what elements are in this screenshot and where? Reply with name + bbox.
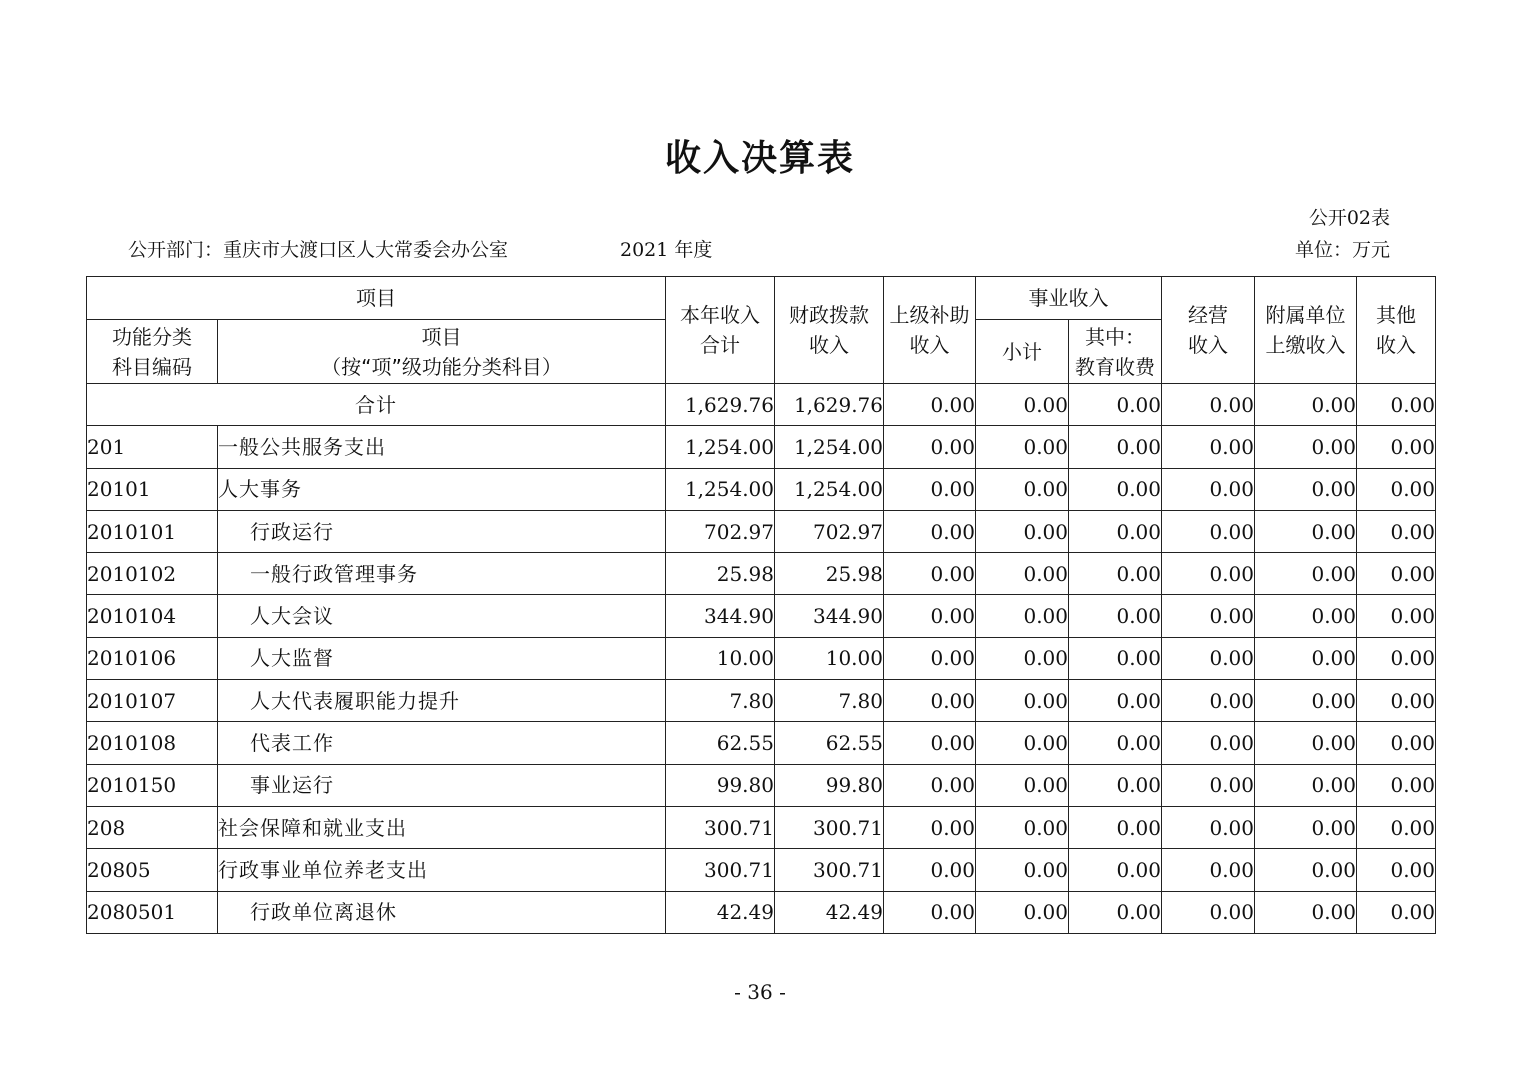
cell-value: 0.00: [976, 637, 1069, 679]
cell-value: 300.71: [775, 806, 884, 848]
subject-name: 代表工作: [218, 722, 666, 764]
cell-value: 0.00: [1069, 595, 1162, 637]
header-project-group: 项目: [87, 277, 666, 320]
subject-code: 2010104: [87, 595, 218, 637]
subject-code: 201: [87, 426, 218, 468]
cell-value: 0.00: [1162, 468, 1255, 510]
cell-value: 0.00: [1357, 891, 1436, 933]
cell-value: 0.00: [1357, 849, 1436, 891]
cell-value: 99.80: [775, 764, 884, 806]
cell-value: 0.00: [1357, 468, 1436, 510]
subject-name: 人大事务: [218, 468, 666, 510]
form-number: 公开02表: [1308, 207, 1390, 229]
cell-value: 702.97: [775, 510, 884, 552]
table-row: [87, 468, 1436, 510]
table-row: [87, 722, 1436, 764]
cell-value: 0.00: [1357, 510, 1436, 552]
cell-value: 0.00: [1255, 680, 1357, 722]
cell-value: 0.00: [1069, 510, 1162, 552]
cell-value: 62.55: [666, 722, 775, 764]
cell-value: 0.00: [1255, 806, 1357, 848]
cell-value: 0.00: [976, 849, 1069, 891]
total-value: 0.00: [884, 384, 976, 426]
header-subject-code: [87, 320, 218, 384]
cell-value: 0.00: [884, 806, 976, 848]
total-value: 1,629.76: [666, 384, 775, 426]
cell-value: 0.00: [884, 595, 976, 637]
subject-name: 行政运行: [218, 510, 666, 552]
subject-name: 一般公共服务支出: [218, 426, 666, 468]
cell-value: 0.00: [976, 595, 1069, 637]
cell-value: 62.55: [775, 722, 884, 764]
cell-value: 0.00: [1069, 553, 1162, 595]
subject-name: 人大会议: [218, 595, 666, 637]
total-value: 1,629.76: [775, 384, 884, 426]
cell-value: 0.00: [884, 849, 976, 891]
unit-label: 单位：万元: [1294, 239, 1390, 261]
total-label: 合计: [87, 384, 666, 426]
cell-value: 0.00: [1162, 722, 1255, 764]
header-superior-subsidy-label: 上级补助 收入: [889, 303, 970, 357]
cell-value: 0.00: [884, 722, 976, 764]
header-other-income: [1357, 277, 1436, 384]
cell-value: 0.00: [884, 468, 976, 510]
cell-value: 99.80: [666, 764, 775, 806]
cell-value: 0.00: [1357, 637, 1436, 679]
subject-name: 一般行政管理事务: [218, 553, 666, 595]
cell-value: 0.00: [1255, 510, 1357, 552]
header-superior-subsidy: [884, 277, 976, 384]
table-row: [87, 553, 1436, 595]
cell-value: 0.00: [1069, 468, 1162, 510]
subject-code: 20101: [87, 468, 218, 510]
cell-value: 0.00: [884, 553, 976, 595]
cell-value: 0.00: [1357, 722, 1436, 764]
subject-code: 20805: [87, 849, 218, 891]
cell-value: 0.00: [1162, 510, 1255, 552]
cell-value: 0.00: [976, 680, 1069, 722]
cell-value: 0.00: [1162, 680, 1255, 722]
header-operating-income: [1162, 277, 1255, 384]
total-value: 0.00: [1255, 384, 1357, 426]
cell-value: 0.00: [1069, 849, 1162, 891]
total-value: 0.00: [1162, 384, 1255, 426]
table-row: [87, 680, 1436, 722]
cell-value: 1,254.00: [775, 426, 884, 468]
header-business-income: 事业收入: [976, 277, 1162, 320]
cell-value: 0.00: [1255, 595, 1357, 637]
subject-code: 2010108: [87, 722, 218, 764]
cell-value: 42.49: [666, 891, 775, 933]
header-total-income-label: 本年收入 合计: [680, 303, 760, 357]
cell-value: 0.00: [1069, 680, 1162, 722]
cell-value: 0.00: [1255, 891, 1357, 933]
subject-name: 社会保障和就业支出: [218, 806, 666, 848]
cell-value: 0.00: [1162, 764, 1255, 806]
cell-value: 300.71: [666, 849, 775, 891]
cell-value: 0.00: [1069, 806, 1162, 848]
total-row: [87, 384, 1436, 426]
subject-code: 2010102: [87, 553, 218, 595]
table-row: [87, 595, 1436, 637]
department-label: 公开部门：重庆市大渡口区人大常委会办公室: [128, 239, 509, 261]
page-title: 收入决算表: [664, 138, 855, 179]
subject-code: 208: [87, 806, 218, 848]
subject-code: 2010107: [87, 680, 218, 722]
cell-value: 0.00: [976, 553, 1069, 595]
cell-value: 0.00: [976, 510, 1069, 552]
cell-value: 0.00: [1357, 553, 1436, 595]
cell-value: 300.71: [666, 806, 775, 848]
header-business-subtotal: 小计: [976, 320, 1069, 384]
header-affiliated-income: [1255, 277, 1357, 384]
table-row: [87, 764, 1436, 806]
cell-value: 0.00: [1255, 722, 1357, 764]
cell-value: 0.00: [884, 510, 976, 552]
cell-value: 1,254.00: [666, 426, 775, 468]
header-fiscal-income-label: 财政拨款 收入: [789, 303, 869, 357]
table-row: [87, 849, 1436, 891]
cell-value: 0.00: [976, 426, 1069, 468]
cell-value: 344.90: [775, 595, 884, 637]
header-subject-name: [218, 320, 666, 384]
total-value: 0.00: [1069, 384, 1162, 426]
cell-value: 0.00: [1069, 426, 1162, 468]
cell-value: 300.71: [775, 849, 884, 891]
subject-name: 行政事业单位养老支出: [218, 849, 666, 891]
cell-value: 0.00: [884, 680, 976, 722]
cell-value: 25.98: [775, 553, 884, 595]
cell-value: 0.00: [1162, 891, 1255, 933]
cell-value: 42.49: [775, 891, 884, 933]
cell-value: 0.00: [884, 426, 976, 468]
cell-value: 0.00: [1255, 849, 1357, 891]
cell-value: 0.00: [1162, 637, 1255, 679]
income-report-table: [86, 276, 1436, 934]
table-row: [87, 891, 1436, 933]
cell-value: 0.00: [884, 764, 976, 806]
cell-value: 0.00: [1255, 553, 1357, 595]
subject-name: 人大监督: [218, 637, 666, 679]
cell-value: 0.00: [1357, 806, 1436, 848]
cell-value: 1,254.00: [775, 468, 884, 510]
subject-code: 2010101: [87, 510, 218, 552]
cell-value: 0.00: [1162, 806, 1255, 848]
cell-value: 0.00: [976, 468, 1069, 510]
cell-value: 0.00: [1357, 680, 1436, 722]
cell-value: 0.00: [1255, 637, 1357, 679]
header-operating-income-label: 经营 收入: [1188, 303, 1228, 357]
header-education-fees-label: 其中： 教育收费: [1075, 324, 1155, 379]
total-value: 0.00: [976, 384, 1069, 426]
cell-value: 25.98: [666, 553, 775, 595]
subject-code: 2010106: [87, 637, 218, 679]
cell-value: 0.00: [1069, 764, 1162, 806]
page-number: - 36 -: [734, 980, 786, 1004]
cell-value: 0.00: [1357, 764, 1436, 806]
subject-code: 2080501: [87, 891, 218, 933]
header-education-fees: [1069, 320, 1162, 384]
cell-value: 0.00: [884, 637, 976, 679]
cell-value: 10.00: [666, 637, 775, 679]
cell-value: 0.00: [1255, 426, 1357, 468]
cell-value: 0.00: [1162, 426, 1255, 468]
cell-value: 0.00: [976, 722, 1069, 764]
table-row: [87, 806, 1436, 848]
cell-value: 0.00: [976, 764, 1069, 806]
subject-name: 事业运行: [218, 764, 666, 806]
cell-value: 344.90: [666, 595, 775, 637]
header-subject-name-label: 项目 （按“项”级功能分类科目）: [321, 324, 562, 379]
cell-value: 0.00: [976, 891, 1069, 933]
header-affiliated-income-label: 附属单位 上缴收入: [1265, 303, 1346, 357]
table-row: [87, 510, 1436, 552]
total-value: 0.00: [1357, 384, 1436, 426]
subject-code: 2010150: [87, 764, 218, 806]
header-subject-code-label: 功能分类 科目编码: [112, 324, 192, 379]
cell-value: 1,254.00: [666, 468, 775, 510]
cell-value: 0.00: [1162, 849, 1255, 891]
cell-value: 0.00: [1255, 764, 1357, 806]
subject-name: 人大代表履职能力提升: [218, 680, 666, 722]
cell-value: 7.80: [775, 680, 884, 722]
fiscal-year: 2021 年度: [620, 239, 713, 261]
cell-value: 0.00: [976, 806, 1069, 848]
cell-value: 0.00: [1357, 595, 1436, 637]
header-other-income-label: 其他 收入: [1376, 303, 1416, 357]
cell-value: 0.00: [1069, 891, 1162, 933]
cell-value: 702.97: [666, 510, 775, 552]
cell-value: 0.00: [1069, 722, 1162, 764]
header-total-income: [666, 277, 775, 384]
cell-value: 0.00: [1069, 637, 1162, 679]
cell-value: 10.00: [775, 637, 884, 679]
cell-value: 0.00: [1357, 426, 1436, 468]
cell-value: 7.80: [666, 680, 775, 722]
table-row: [87, 637, 1436, 679]
subject-name: 行政单位离退休: [218, 891, 666, 933]
cell-value: 0.00: [1162, 553, 1255, 595]
cell-value: 0.00: [1162, 595, 1255, 637]
cell-value: 0.00: [884, 891, 976, 933]
header-fiscal-income: [775, 277, 884, 384]
table-row: [87, 426, 1436, 468]
cell-value: 0.00: [1255, 468, 1357, 510]
